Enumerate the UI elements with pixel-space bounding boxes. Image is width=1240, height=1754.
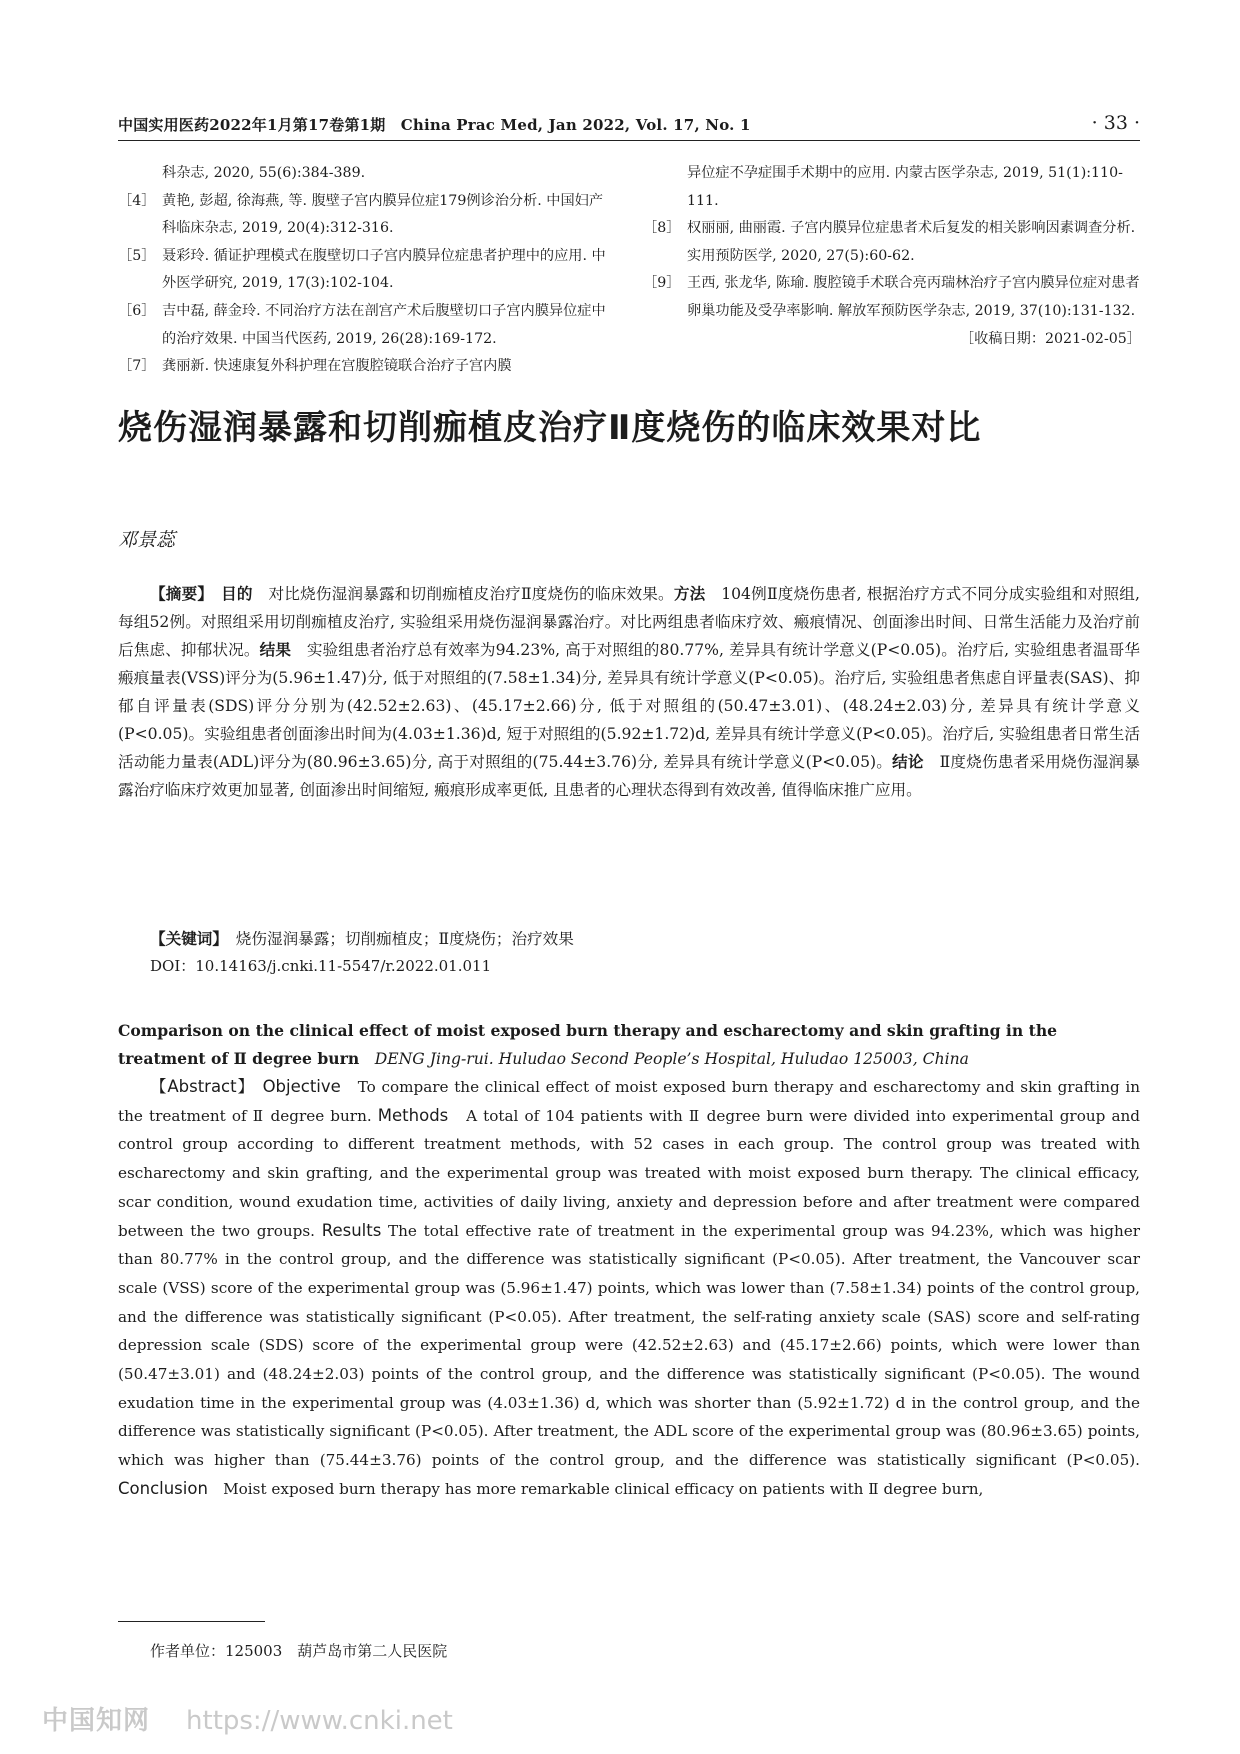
received-date: ［收稿日期：2021-02-05］	[959, 330, 1141, 347]
running-header-journal: 中国实用医药2022年1月第17卷第1期 China Prac Med, Jan 2022, Vol. 17, No. 1	[118, 116, 751, 134]
reference-number: ［5］	[118, 247, 156, 264]
method-label: 方法	[673, 585, 706, 603]
english-title: Comparison on the clinical effect of moist exposed burn therapy and escharectomy and skin grafting in the treatment of Ⅱ degree burn	[118, 1021, 1058, 1068]
reference-item	[118, 243, 616, 298]
page-number: · 33 ·	[1091, 112, 1140, 134]
english-author-affiliation: DENG Jing-rui. Huludao Second People’s Hospital, Huludao 125003, China	[374, 1050, 969, 1068]
reference-item	[643, 160, 1141, 215]
conclusion-label: 结论	[892, 753, 924, 771]
cnki-logo-text: 中国知网	[42, 1706, 151, 1736]
reference-text: 黄艳, 彭超, 徐海燕, 等. 腹壁子宫内膜异位症179例诊治分析. 中国妇产科临床杂志, 2019, 20(4):312-316.	[162, 192, 604, 237]
doi: DOI：10.14163/j.cnki.11-5547/r.2022.01.011	[150, 957, 492, 975]
reference-text: 聂彩玲. 循证护理模式在腹壁切口子宫内膜异位症患者护理中的应用. 中外医学研究, 2019, 17(3):102-104.	[162, 247, 606, 292]
reference-number: ［7］	[118, 358, 156, 375]
methods-text: A total of 104 patients with Ⅱ degree burn were divided into experimental group and control group according to different treatment methods, with 52 cases in each group. The control group was treated with escharectomy and skin grafting, and the experimental group was treated with moist exposed burn therapy. The clinical efficacy, scar condition, wound exudation time, activities of daily living, anxiety and depression before and after treatment were compared between the two groups.	[118, 1106, 1141, 1240]
abstract-en-label: 【Abstract】	[150, 1077, 247, 1096]
article-title: 烧伤湿润暴露和切削痂植皮治疗Ⅱ度烧伤的临床效果对比	[118, 408, 982, 448]
objective-text: To compare the clinical effect of moist exposed burn therapy and escharectomy and skin grafting in the treatment of Ⅱ degree burn.	[118, 1078, 1141, 1125]
reference-text: 权丽丽, 曲丽霞. 子宫内膜异位症患者术后复发的相关影响因素调查分析. 实用预防医学, 2020, 27(5):60-62.	[687, 220, 1136, 264]
author-affiliation-footnote: 作者单位：125003 葫芦岛市第二人民医院	[150, 1642, 448, 1660]
purpose-label: 目的	[221, 585, 253, 603]
reference-number: ［8］	[643, 220, 681, 237]
reference-number: ［4］	[118, 192, 156, 209]
result-text: 实验组患者治疗总有效率为94.23%, 高于对照组的80.77%, 差异具有统计学意义(P<0.05)。治疗后, 实验组患者温哥华瘢痕量表(VSS)评分为(5.96±1.47)分, 低于对照组的(7.58±1.34)分, 差异具有统计学意义(P<0.05)。治疗后, 实验组患者焦虑自评量表(SAS)、抑郁自评量表(SDS)评分分别为(42.52±2.63)、(45.17±2.66)分, 低于对照组的(50.47±3.01)、(48.24±2.03)分, 差异具有统计学意义(P<0.05)。实验组患者创面渗出时间为(4.03±1.36)d, 短于对照组的(5.92±1.72)d, 差异具有统计学意义(P<0.05)。治疗后, 实验组患者日常生活活动能力量表(ADL)评分为(80.96±3.65)分, 高于对照组的(75.44±3.76)分, 差异具有统计学意义(P<0.05)。	[118, 641, 1140, 771]
english-title-block	[118, 1017, 1140, 1073]
reference-item	[643, 215, 1141, 270]
conclusion-en-label: Conclusion	[118, 1478, 208, 1498]
references-left-column	[118, 160, 616, 381]
results-label: Results	[321, 1220, 382, 1240]
abstract-cn	[118, 580, 1140, 804]
conclusion-en-text: Moist exposed burn therapy has more remarkable clinical efficacy on patients with Ⅱ degree burn,	[223, 1479, 984, 1498]
reference-text: 王西, 张龙华, 陈瑜. 腹腔镜手术联合亮丙瑞林治疗子宫内膜异位症对患者卵巢功能及受孕率影响. 解放军预防医学杂志, 2019, 37(10):131-132.	[687, 275, 1140, 319]
reference-text: 龚丽新. 快速康复外科护理在宫腹腔镜联合治疗子宫内膜	[162, 358, 512, 375]
header-rule	[118, 140, 1140, 141]
keywords	[150, 927, 574, 949]
reference-text: 科杂志, 2020, 55(6):384-389.	[162, 165, 366, 181]
reference-text: 异位症不孕症围手术期中的应用. 内蒙古医学杂志, 2019, 51(1):110-111.	[687, 165, 1123, 209]
abstract-en	[118, 1073, 1140, 1504]
reference-item	[643, 270, 1141, 325]
reference-number: ［6］	[118, 302, 156, 319]
purpose-text: 对比烧伤湿润暴露和切削痂植皮治疗Ⅱ度烧伤的临床效果。	[268, 585, 674, 603]
cnki-url: https://www.cnki.net	[186, 1706, 453, 1736]
reference-item	[118, 353, 616, 381]
keywords-label: 【关键词】	[150, 930, 221, 948]
reference-item	[118, 188, 616, 243]
reference-item	[118, 298, 616, 353]
cnki-watermark	[42, 1700, 453, 1737]
author-name: 邓景蕊	[118, 529, 176, 551]
result-label: 结果	[259, 641, 292, 659]
methods-label: Methods	[377, 1105, 449, 1125]
reference-item	[118, 160, 616, 188]
objective-label: Objective	[262, 1077, 341, 1096]
conclusion-text: Ⅱ度烧伤患者采用烧伤湿润暴露治疗临床疗效更加显著, 创面渗出时间缩短, 瘢痕形成率更低, 且患者的心理状态得到有效改善, 值得临床推广应用。	[118, 753, 1140, 799]
reference-number: ［9］	[643, 275, 681, 292]
reference-text: 吉中磊, 薛金玲. 不同治疗方法在剖宫产术后腹壁切口子宫内膜异位症中的治疗效果. 中国当代医药, 2019, 26(28):169-172.	[162, 302, 606, 347]
abstract-label: 【摘要】	[150, 585, 206, 603]
keywords-text: 烧伤湿润暴露；切削痂植皮；Ⅱ度烧伤；治疗效果	[235, 930, 574, 948]
references-right-column	[643, 160, 1141, 353]
method-text: 104例Ⅱ度烧伤患者, 根据治疗方式不同分成实验组和对照组, 每组52例。对照组采用切削痂植皮治疗, 实验组采用烧伤湿润暴露治疗。对比两组患者临床疗效、瘢痕情况、创面渗出时间、日常生活能力及治疗前后焦虑、抑郁状况。	[118, 585, 1140, 659]
results-text: The total effective rate of treatment in the experimental group was 94.23%, which was higher than 80.77% in the control group, and the difference was statistically significant (P<0.05). After treatment, the Vancouver scar scale (VSS) score of the experimental group was (5.96±1.47) points, which was lower than (7.58±1.34) points of the control group, and the difference was statistically significant (P<0.05). After treatment, the self-rating anxiety scale (SAS) score and self-rating depression scale (SDS) score of the experimental group were (42.52±2.63) and (45.17±2.66) points, which were lower than (50.47±3.01) and (48.24±2.03) points of the control group, and the difference was statistically significant (P<0.05). The wound exudation time in the experimental group was (4.03±1.36) d, which was shorter than (5.92±1.72) d in the control group, and the difference was statistically significant (P<0.05). After treatment, the ADL score of the experimental group was (80.96±3.65) points, which was higher than (75.44±3.76) points of the control group, and the difference was statistically significant (P<0.05).	[118, 1221, 1141, 1470]
footnote-rule	[118, 1621, 265, 1622]
